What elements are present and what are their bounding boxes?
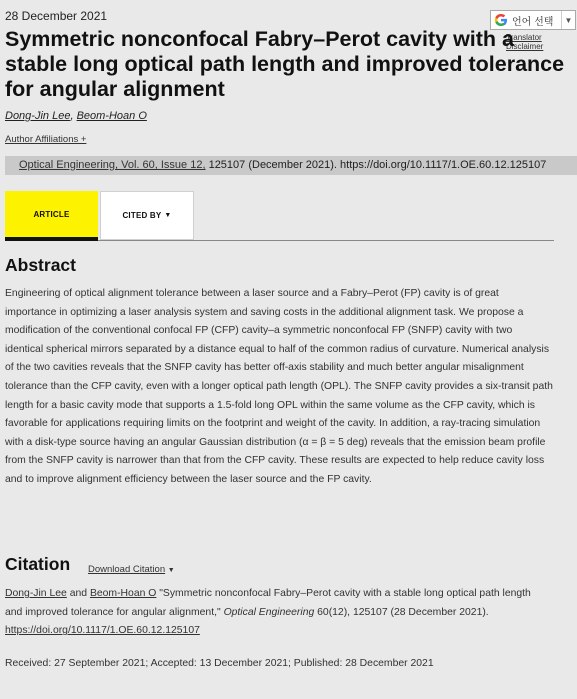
download-citation-label: Download Citation <box>88 564 166 575</box>
author-affiliations-toggle[interactable]: Author Affiliations + <box>5 134 87 145</box>
caret-down-icon: ▼ <box>164 212 172 219</box>
google-icon <box>493 12 509 28</box>
journal-link[interactable]: Optical Engineering, Vol. 60, Issue 12, <box>19 159 206 171</box>
citation-author-link[interactable]: Dong-Jin Lee <box>5 588 67 599</box>
language-select-label: 언어 선택 <box>512 16 554 28</box>
doi-link[interactable]: https://doi.org/10.1117/1.OE.60.12.125107 <box>340 159 547 171</box>
abstract-heading: Abstract <box>5 255 76 275</box>
author-separator: , <box>70 110 77 122</box>
abstract-text: Engineering of optical alignment tolerance between a laser source and a Fabry–Perot (FP) cavity is of great importance in optimizing a laser analysis system and saving costs in the additional alignment task. We propose a modification of the conventional confocal FP (CFP) cavity–a symmetric nonconfocal FP (SNFP) cavity with two identical spherical mirrors separated by a distance equal to half of the common radius of curvature. Numerical analysis of the two cavities reveals that the SNFP cavity has better off-axis stability and much better angular misalignment tolerance than the CFP cavity, even with a longer optical path length (OPL). The SNFP cavity provides a six-transit path length for a basic cavity mode that supports a 1.5-fold long OPL within the same volume as the CFP cavity, which is favorable for applications requiring limits on the footprint and weight of the cavity. In addition, a ray-tracing simulation with a disk-type source having an angular Gaussian distribution (α = β = 5 deg) reveals that the emission beam profile from the SNFP cavity is narrower than that from the CFP cavity. These results are expected to help reduce cavity loss and to improve alignment efficiency between the laser source and the FP cavity. <box>5 288 553 485</box>
tab-article[interactable] <box>5 191 98 241</box>
download-citation-button[interactable] <box>88 564 175 575</box>
citation-doi-link[interactable]: https://doi.org/10.1117/1.OE.60.12.125107 <box>5 625 200 637</box>
citation-details: 60(12), 125107 (28 December 2021). <box>314 606 489 618</box>
publication-date: 28 December 2021 <box>5 9 108 23</box>
author-link[interactable]: Dong-Jin Lee <box>5 110 71 122</box>
citation-text <box>5 585 535 641</box>
author-link[interactable]: Beom-Hoan O <box>76 110 147 122</box>
article-title: Symmetric nonconfocal Fabry–Perot cavity with a stable long optical path length and improved tolerance for angular alignment <box>5 27 565 101</box>
citation-title: "Symmetric nonconfocal Fabry–Perot cavity with a stable long optical path length and improved tolerance for angular alignment," <box>5 588 531 618</box>
tab-cited-by[interactable] <box>100 191 194 240</box>
citation-heading: Citation <box>5 554 71 574</box>
dropdown-arrow-icon: ▼ <box>561 11 575 29</box>
citation-author-link[interactable]: Beom-Hoan O <box>89 588 157 599</box>
tab-article-label: ARTICLE <box>33 209 70 219</box>
tab-cited-by-label: CITED BY <box>122 211 162 220</box>
publication-history: Received: 27 September 2021; Accepted: 13 December 2021; Published: 28 December 2021 <box>5 658 434 669</box>
article-number: 125107 (December 2021). <box>205 159 341 171</box>
citation-journal: Optical Engineering <box>223 606 315 618</box>
article-tabs <box>5 191 554 241</box>
caret-down-icon: ▼ <box>167 567 175 574</box>
author-list <box>5 110 147 122</box>
translator-disclaimer-link[interactable]: Translator Disclaimer <box>506 33 544 51</box>
citation-and: and <box>66 588 90 599</box>
citation-bar <box>5 156 577 175</box>
